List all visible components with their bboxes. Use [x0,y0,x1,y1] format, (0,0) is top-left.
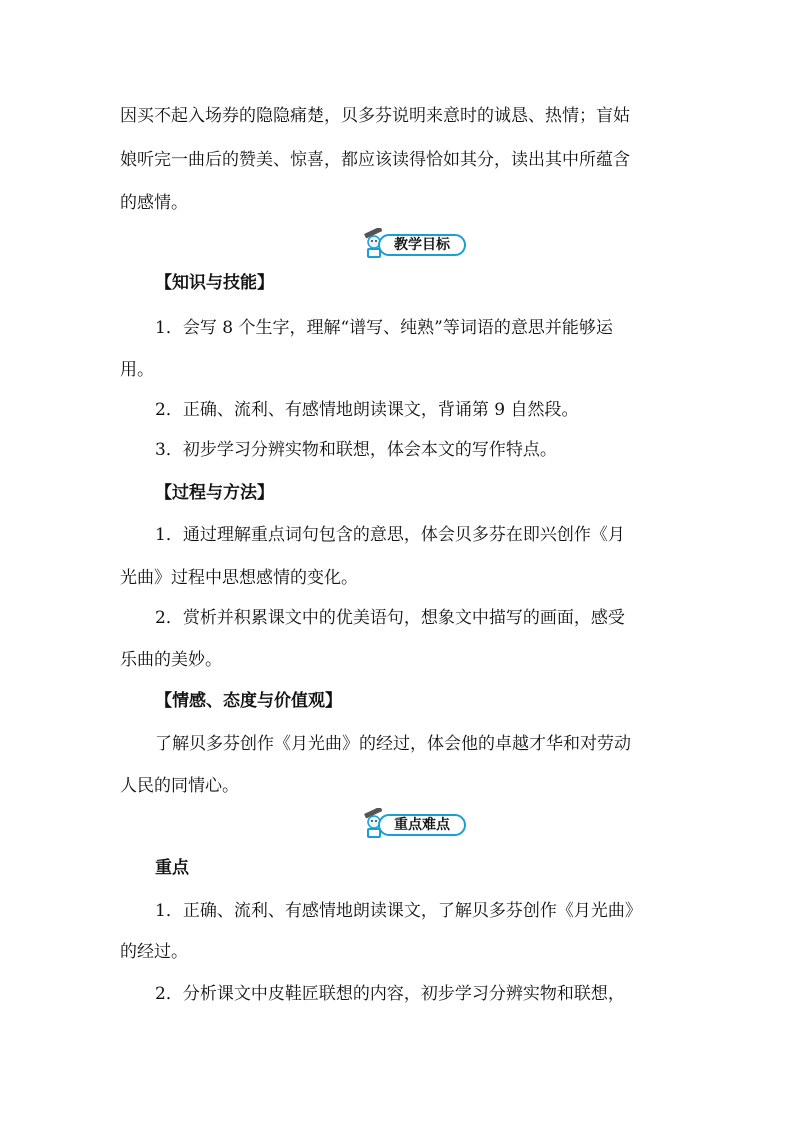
key-item-2: 2．分析课文中皮鞋匠联想的内容，初步学习分辨实物和联想， [155,984,625,1004]
key-item-1-cont: 的经过。 [120,942,188,962]
knowledge-item-1: 1．会写 8 个生字，理解“谱写、纯熟”等词语的意思并能够运 [155,318,613,338]
heading-process-methods: 【过程与方法】 [155,483,274,503]
section-badge-key-difficulties [360,808,470,842]
key-item-1: 1．正确、流利、有感情地朗读课文，了解贝多芬创作《月光曲》 [155,901,642,921]
knowledge-item-2: 2．正确、流利、有感情地朗读课文，背诵第 9 自然段。 [155,400,579,420]
heading-key-points: 重点 [155,858,189,878]
emotion-item-1: 了解贝多芬创作《月光曲》的经过，体会他的卓越才华和对劳动 [155,734,631,754]
knowledge-item-1-cont: 用。 [120,360,154,380]
intro-line-2: 娘听完一曲后的赞美、惊喜，都应该读得恰如其分，读出其中所蕴含 [120,150,630,170]
process-item-1: 1．通过理解重点词句包含的意思，体会贝多芬在即兴创作《月 [155,525,625,545]
heading-emotion-values: 【情感、态度与价值观】 [155,691,342,711]
process-item-2-cont: 乐曲的美妙。 [120,650,222,670]
intro-line-3: 的感情。 [120,193,188,213]
process-item-1-cont: 光曲》过程中思想感情的变化。 [120,568,358,588]
process-item-2: 2．赏析并积累课文中的优美语句，想象文中描写的画面，感受 [155,608,625,628]
section-title-key-difficulties: 重点难点 [378,814,466,836]
intro-line-1: 因买不起入场券的隐隐痛楚，贝多芬说明来意时的诚恳、热情；盲姑 [120,106,630,126]
section-title-teaching-goals: 教学目标 [378,234,466,256]
section-badge-teaching-goals [360,228,470,262]
emotion-item-1-cont: 人民的同情心。 [120,776,239,796]
knowledge-item-3: 3．初步学习分辨实物和联想，体会本文的写作特点。 [155,440,557,460]
heading-knowledge-skills: 【知识与技能】 [155,273,274,293]
